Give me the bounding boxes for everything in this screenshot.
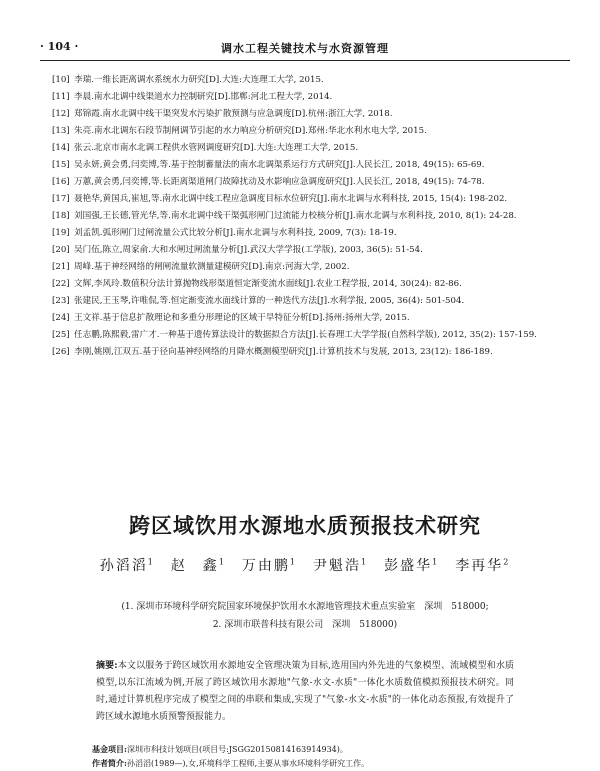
author-affiliation-mark: 1 (361, 557, 369, 567)
reference-text: 聂艳华,黄国兵,崔旭,等.南水北调中线工程应急调度目标水位研究[J].南水北调与水利科技, 2015, 15(4): 198-202. (74, 194, 508, 204)
reference-item (52, 242, 572, 259)
reference-number: [12] (52, 109, 70, 119)
footnotes (92, 742, 562, 768)
abstract-label: 摘要: (96, 661, 118, 671)
reference-text: 张建民,王玉琴,许唯侃,等.恒定渐变流水面线计算的一种迭代方法[J].水利学报, 2005, 36(4): 501-504. (74, 296, 465, 306)
reference-number: [14] (52, 143, 70, 153)
reference-number: [23] (52, 296, 70, 306)
reference-item (52, 225, 572, 242)
reference-number: [18] (52, 211, 70, 221)
fund-text: 深圳市科技计划项目(项目号:JSGG20150814163914934)。 (126, 745, 348, 754)
author-name: 赵 鑫 (170, 558, 219, 574)
reference-number: [16] (52, 177, 70, 187)
reference-item (52, 293, 572, 310)
header-rule (40, 60, 570, 61)
reference-item (52, 208, 572, 225)
author-affiliation-mark: 1 (147, 557, 155, 567)
author-name: 彭盛华 (384, 558, 433, 574)
running-title: 调水工程关键技术与水资源管理 (221, 42, 389, 55)
reference-item (52, 327, 572, 344)
reference-item (52, 123, 572, 140)
fund-label: 基金项目: (92, 744, 127, 754)
reference-text: 吴门伍,陈立,周家俞.大和水闸过闸流量分析[J].武汉大学学报(工学版), 2003, 36(5): 51-54. (74, 245, 423, 255)
author (100, 558, 155, 574)
author (384, 558, 439, 574)
reference-text: 刘孟凯.弧形闸门过闸流量公式比较分析[J].南水北调与水利科技, 2009, 7(3): 18-19. (74, 228, 397, 238)
author (171, 558, 226, 574)
author-affiliation-mark: 1 (432, 557, 440, 567)
reference-number: [24] (52, 313, 70, 323)
reference-item (52, 310, 572, 327)
reference-number: [15] (52, 160, 70, 170)
reference-item (52, 259, 572, 276)
reference-text: 万蕙,黄会勇,闫奕博,等.长距离渠道闸门故障扰动及水影响应急调度研究[J].人民长江, 2018, 49(15): 74-78. (74, 177, 485, 187)
author-affiliation-mark: 2 (503, 557, 511, 567)
page-header (40, 40, 570, 56)
reference-text: 文辉,李风玲.数值积分法计算抛物线形渠道恒定渐变流水面线[J].农业工程学报, 2014, 30(24): 82-86. (74, 279, 462, 289)
reference-text: 郑锦霞.南水北调中线干渠突发水污染扩散预测与应急调度[D].杭州:浙江大学, 2018. (74, 109, 393, 119)
reference-number: [22] (52, 279, 70, 289)
author-name: 孙滔滔 (99, 558, 148, 574)
reference-number: [21] (52, 262, 70, 272)
affiliations (40, 598, 570, 634)
author-name: 尹魁浩 (313, 558, 361, 574)
reference-item (52, 89, 572, 106)
reference-number: [19] (52, 228, 70, 238)
reference-number: [26] (52, 347, 70, 357)
reference-list (52, 72, 572, 361)
paper-title: 跨区域饮用水源地水质预报技术研究 (129, 514, 481, 538)
author (313, 558, 368, 574)
author-note-label: 作者简介: (92, 758, 127, 768)
reference-text: 李刚,姚刚,江双五.基于径向基神经网络的月降水概测模型研究[J].计算机技术与发展, 2013, 23(12): 186-189. (74, 347, 493, 357)
reference-text: 吴永妍,黄会勇,闫奕博,等.基于控制蓄量法的南水北调渠系运行方式研究[J].人民长江, 2018, 49(15): 65-69. (74, 160, 485, 170)
reference-item (52, 140, 572, 157)
reference-text: 李晨.南水北调中线渠道水力控制研究[D].邯郸:河北工程大学, 2014. (74, 92, 333, 102)
reference-item (52, 72, 572, 89)
reference-number: [20] (52, 245, 70, 255)
affiliation-2: 2. 深圳市联普科技有限公司 深圳 518000) (212, 620, 398, 630)
author-name: 李再华 (455, 558, 504, 574)
abstract (96, 658, 514, 726)
reference-number: [10] (52, 75, 70, 85)
reference-number: [13] (52, 126, 70, 136)
reference-text: 刘国强,王长德,管光华,等.南水北调中线干渠弧形闸门过流能力校核分析[J].南水北调与水利科技, 2010, 8(1): 24-28. (74, 211, 517, 221)
reference-text: 朱亮.南水北调东石段节制闸调节引起的水力响应分析研究[D].郑州:华北水利水电大学, 2015. (74, 126, 427, 136)
reference-text: 周峰.基于神经网络的闸闸流量软测量建模研究[D].南京:河海大学, 2002. (74, 262, 350, 272)
reference-text: 王文祥.基于信息扩散理论和多重分形理论的区域干旱特征分析[D].扬州:扬州大学, 2015. (74, 313, 410, 323)
reference-number: [17] (52, 194, 70, 204)
author-affiliation-mark: 1 (289, 557, 297, 567)
reference-item (52, 174, 572, 191)
reference-number: [25] (52, 330, 70, 340)
author-affiliation-mark: 1 (218, 557, 226, 567)
footnote-author (92, 756, 369, 771)
reference-text: 张云.北京市南水北调工程供水管网调度研究[D].大连:大连理工大学, 2015. (74, 143, 359, 153)
author-name: 万由鹏 (241, 558, 290, 574)
reference-item (52, 344, 572, 361)
reference-number: [11] (52, 92, 70, 102)
reference-item (52, 191, 572, 208)
affiliation-1: (1. 深圳市环境科学研究院国家环境保护饮用水水源地管理技术重点实验室 深圳 518000; (121, 602, 489, 612)
author-note-text: 孙滔滔(1989—),女,环境科学工程师,主要从事水环境科学研究工作。 (126, 759, 370, 768)
reference-text: 李瑞.一维长距离调水系统水力研究[D].大连:大连理工大学, 2015. (74, 75, 324, 85)
author (242, 558, 297, 574)
abstract-text: 本文以服务于跨区域饮用水源地安全管理决策为目标,选用国内外先进的气象模型、流域模型和水质模型,以东江流域为例,开展了跨区域饮用水源地"气象-水文-水质"一体化水质数值模拟预报技术研究。同时,通过计算机程序完成了模型之间的串联和集成,实现了"气象-水文-水质"的一体化动态预报,有效提升了跨区域水源地水质预警预报能力。 (96, 661, 514, 722)
page-number: · 104 · (40, 40, 79, 53)
reference-item (52, 157, 572, 174)
reference-text: 任志鹏,陈熙毅,雷广才.一种基于遗传算法设计的数据拟合方法[J].长春理工大学学报(自然科学版), 2012, 35(2): 157-159. (74, 330, 537, 340)
author-list (40, 555, 570, 575)
reference-item (52, 106, 572, 123)
author (455, 558, 510, 574)
footnote-fund (92, 742, 562, 757)
reference-item (52, 276, 572, 293)
